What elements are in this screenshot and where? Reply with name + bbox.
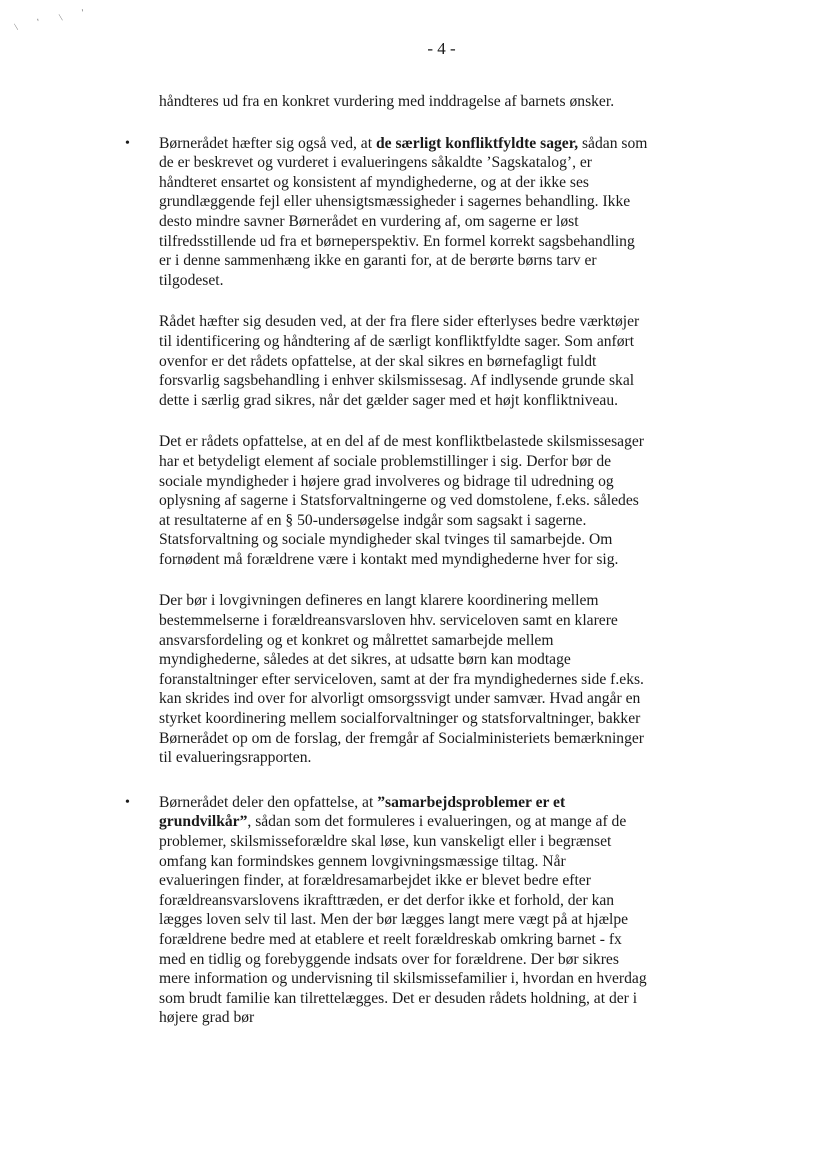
bullet-icon: • xyxy=(125,135,130,151)
paragraph-emphasis: ”samarbejdsproblemer er et grundvilkår” xyxy=(159,793,566,831)
paragraph-emphasis: de særligt konfliktfyldte sager, xyxy=(375,134,579,152)
page-number: - 4 - xyxy=(427,39,456,58)
paragraph-text: Rådet hæfter sig desuden ved, at der fra flere sider efterlyses bedre værktøjer til identificering og håndtering af de særligt konfliktfyldte sager. Som anført ovenfor er det rådets opfattelse, at der skal sikres en børnefagligt fuldt forsvarlig sagsbehandling i enhver skilsmissesag. Af indlysende grunde skal dette i særlig grad sikres, når det gælder sager med et højt konfliktniveau. xyxy=(159,313,640,409)
paragraph-text-pre: Børnerådet deler den opfattelse, at xyxy=(159,793,378,811)
bullet-paragraph-konfliktfyldte xyxy=(125,134,649,291)
paragraph-sociale-myndigheder xyxy=(159,432,649,569)
paragraph-vaerktoejer xyxy=(159,312,649,410)
paragraph-text: Det er rådets opfattelse, at en del af de mest konfliktbelastede skilsmissesager har et betydeligt element af sociale problemstillinger i sig. Derfor bør de sociale myndigheder i højere grad involveres og bidrage til udredning og oplysning af sagerne i Statsforvaltningerne og ved domstolene, f.eks. således at resultaterne af en § 50-undersøgelse indgår som sagsakt i sagerne. Statsforvaltning og sociale myndigheder skal tvinges til samarbejde. Om fornødent må forældrene være i kontakt med myndighederne hver for sig. xyxy=(159,433,644,568)
body-text xyxy=(125,92,649,1050)
bullet-paragraph-samarbejdsproblemer xyxy=(125,793,649,1028)
paragraph-text-post: sådan som de er beskrevet og vurderet i evalueringens såkaldte ’Sagskatalog’, er håndteret ensartet og konsistent af myndighederne, og at der ikke ses grundlæggende fejl eller uhensigtsmæssigheder i sagernes behandling. Ikke desto mindre savner Børnerådet en vurdering af, om sagerne er løst tilfredsstillende ud fra et børneperspektiv. En formel korrekt sagsbehandling er i denne sammenhæng ikke en garanti for, at de berørte børns tarv er tilgodeset. xyxy=(159,134,648,289)
scan-marks: \ ' \ ' xyxy=(13,5,94,34)
bullet-icon: • xyxy=(125,794,130,810)
paragraph-text: Der bør i lovgivningen defineres en langt klarere koordinering mellem bestemmelserne i forældreansvarsloven hhv. serviceloven samt en klarere ansvarsfordeling og et konkret og målrettet samarbejde mellem myndighederne, således at det sikres, at udsatte børn kan modtage foranstaltninger efter serviceloven, samt at der fra myndighedernes side f.eks. kan skrides ind over for alvorligt omsorgssvigt under samvær. Hvad angår en styrket koordinering mellem socialforvaltninger og statsforvaltninger, bakker Børnerådet op om de forslag, der fremgår af Socialministeriets bemærkninger til evalueringsrapporten. xyxy=(159,592,644,767)
paragraph-continuation xyxy=(159,92,649,112)
paragraph-lovgivning xyxy=(159,591,649,767)
paragraph-text-post: , sådan som det formuleres i evalueringen, og at mange af de problemer, skilsmisseforældre skal løse, kun vanskeligt eller i begrænset omfang kan formindskes gennem lovgivningsmæssige tiltag. Når evalueringen finder, at forældresamarbejdet ikke er blevet bedre efter forældreansvarslovens ikrafttræden, er det derfor ikke et forhold, der kan lægges loven selv til last. Men der bør lægges langt mere vægt på at hjælpe forældrene bedre med at etablere et reelt forældreskab omkring barnet - fx med en tidlig og forebyggende indsats over for forældrene. Der bør sikres mere information og undervisning til skilsmissefamilier i, hvordan en hverdag som brudt familie kan tilrettelægges. Det er desuden rådets holdning, at der i højere grad bør xyxy=(159,813,647,1027)
paragraph-text: håndteres ud fra en konkret vurdering med inddragelse af barnets ønsker. xyxy=(159,93,615,110)
paragraph-text-pre: Børnerådet hæfter sig også ved, at xyxy=(159,134,376,152)
